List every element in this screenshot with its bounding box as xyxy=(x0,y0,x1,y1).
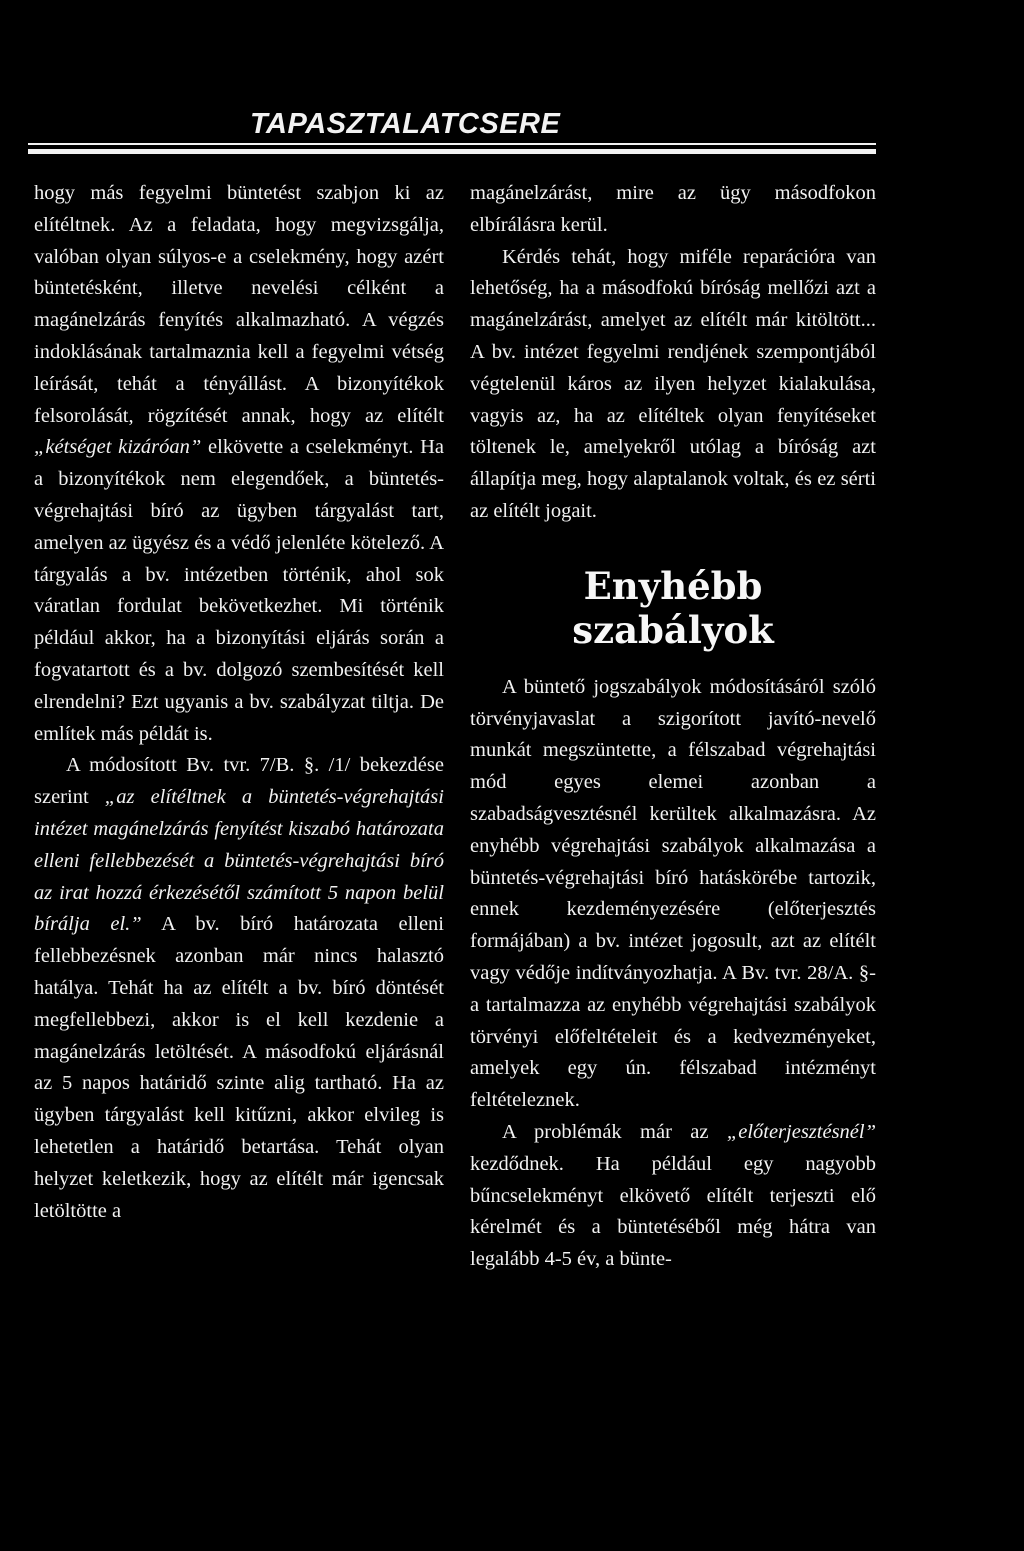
subheading-line-2: szabályok xyxy=(572,607,774,652)
left-paragraph-2 xyxy=(34,750,444,1227)
right-paragraph-4 xyxy=(470,1117,876,1276)
left-p2-quote: „az elítéltnek a büntetés-végrehajtási intézet magánelzárás fenyítést kiszabó határozata elleni fellebbezését a büntetés-végrehajtási bíró az irat hozzá érkezésétől számított 5 napon belül bírálja el.” xyxy=(34,786,444,936)
subheading xyxy=(470,564,876,652)
header-rule-thin xyxy=(28,143,876,145)
left-column xyxy=(34,178,444,1227)
right-paragraph-2: Kérdés tehát, hogy miféle reparációra van lehetőség, ha a másodfokú bíróság mellőzi azt a magánelzárást, amelyet az elítélt már kitöltött... A bv. intézet fegyelmi rendjének szempontjából végtelenül káros az ilyen helyzet kialakulása, vagyis az, ha az elítéltek olyan fenyítéseket töltenek le, amelyekről utólag a bíróság azt állapítja meg, hogy alaptalanok voltak, és ez sérti az elítélt jogait. xyxy=(470,245,876,522)
right-paragraph-1: magánelzárást, mire az ügy másodfokon elbírálásra kerül. xyxy=(470,182,876,236)
right-p4-text-a: A problémák már az xyxy=(502,1120,727,1143)
left-p2-text-b: A bv. bíró határozata elleni fellebbezésnek azonban már nincs halasztó hatálya. Tehát ha az elítélt a bv. bíró döntését megfellebbezi, akkor is el kell kezdenie a magánelzárás letöltését. A másodfokú eljárásnál az 5 napos határidő szinte alig tartható. Ha az ügyben tárgyalást kell kitűzni, akkor elvileg is lehetetlen a határidő betartása. Tehát olyan helyzet keletkezik, hogy az elítélt már igencsak letöltötte a xyxy=(34,913,445,1222)
subheading-line-1: Enyhébb xyxy=(583,563,763,608)
section-title: TAPASZTALATCSERE xyxy=(250,108,561,140)
header-rule-thick xyxy=(28,149,876,154)
right-p4-text-b: kezdődnek. Ha például egy nagyobb bűncselekményt elkövető elítélt terjeszti elő kérelmét és a büntetéséből még hátra van legalább 4-5 év, a bünte- xyxy=(470,1152,876,1271)
left-p1-quote: „kétséget kizáróan” xyxy=(34,436,202,459)
right-column xyxy=(470,178,876,1276)
left-paragraph-1 xyxy=(34,178,444,750)
right-paragraph-3: A büntető jogszabályok módosításáról szóló törvényjavaslat a szigorított javító-nevelő munkát megszüntette, a félszabad végrehajtási mód egyes elemei azonban a szabadságvesztésnél kerültek alkalmazásra. Az enyhébb végrehajtási szabályok alkalmazása a büntetés-végrehajtási bíró hatáskörébe tartozik, ennek kezdeményezésére (előterjesztés formájában) a bv. intézet jogosult, azt az elítélt vagy védője indítványozhatja. A Bv. tvr. 28/A. §-a tartalmazza az enyhébb végrehajtási szabályok törvényi előfeltételeit és a kedvezményeket, amelyek egy ún. félszabad intézményt feltételeznek. xyxy=(470,675,876,1112)
left-p1-text-a: hogy más fegyelmi büntetést szabjon ki az elítéltnek. Az a feladata, hogy megvizsgálja, valóban olyan súlyos-e a cselekmény, hogy azért büntetésként, illetve nevelési célként a magánelzárás fenyítés alkalmazható. A végzés indoklásának tartalmaznia kell a fegyelmi vétség leírását, tehát a tényállást. A bizonyítékok felsorolását, rögzítését annak, hogy az elítélt xyxy=(34,182,444,427)
left-p1-text-b: elkövette a cselekményt. Ha a bizonyítékok nem elegendőek, a büntetés-végrehajtási bíró az ügyben tárgyalást tart, amelyen az ügyész és a védő jelenléte kötelező. A tárgyalás a bv. intézetben történik, ahol sok váratlan fordulat bekövetkezhet. Mi történik például akkor, ha a bizonyítási eljárás során a fogvatartott és a bv. dolgozó szembesítését kell elrendelni? Ezt ugyanis a bv. szabályzat tiltja. De említek más példát is. xyxy=(34,436,444,745)
right-p4-quote: „előterjesztésnél” xyxy=(726,1120,876,1143)
left-p2-text-a: A módosított Bv. tvr. 7/B. §. /1/ bekezdése szerint xyxy=(34,754,444,809)
page-header xyxy=(28,108,876,154)
